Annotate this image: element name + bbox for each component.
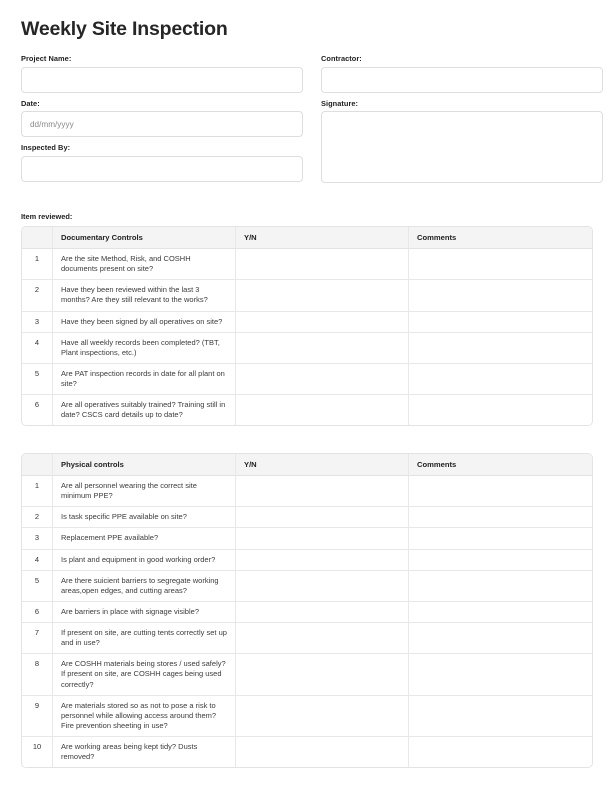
row-number: 3: [22, 528, 53, 549]
table-row: [22, 280, 592, 311]
row-comments-cell[interactable]: [409, 602, 592, 623]
column-header-number: [22, 454, 53, 476]
field-date: [21, 99, 303, 138]
field-signature: [321, 99, 603, 184]
table-row: [22, 623, 592, 654]
row-comments-cell[interactable]: [409, 654, 592, 695]
table-row: [22, 312, 592, 333]
column-header-comments: Comments: [409, 454, 592, 476]
row-number: 9: [22, 696, 53, 737]
row-yn-cell[interactable]: [236, 654, 409, 695]
row-description: Are COSHH materials being stores / used safely? If present on site, are COSHH cages being used correctly?: [53, 654, 236, 695]
row-comments-cell[interactable]: [409, 507, 592, 528]
row-comments-cell[interactable]: [409, 571, 592, 602]
table-header-row: [22, 454, 592, 476]
contractor-input[interactable]: [321, 67, 603, 93]
table-row: [22, 333, 592, 364]
row-comments-cell[interactable]: [409, 249, 592, 280]
row-number: 5: [22, 571, 53, 602]
row-yn-cell[interactable]: [236, 312, 409, 333]
row-number: 2: [22, 507, 53, 528]
row-yn-cell[interactable]: [236, 602, 409, 623]
row-description: Have all weekly records been completed? (TBT, Plant inspections, etc.): [53, 333, 236, 364]
row-comments-cell[interactable]: [409, 312, 592, 333]
row-comments-cell[interactable]: [409, 476, 592, 507]
field-contractor: [321, 54, 603, 93]
row-comments-cell[interactable]: [409, 528, 592, 549]
row-number: 4: [22, 333, 53, 364]
label-date: Date:: [21, 98, 40, 108]
row-yn-cell[interactable]: [236, 550, 409, 571]
row-description: Is task specific PPE available on site?: [53, 507, 236, 528]
row-comments-cell[interactable]: [409, 364, 592, 395]
row-yn-cell[interactable]: [236, 696, 409, 737]
row-number: 4: [22, 550, 53, 571]
page-title: Weekly Site Inspection: [21, 18, 228, 40]
row-description: Are the site Method, Risk, and COSHH documents present on site?: [53, 249, 236, 280]
row-comments-cell[interactable]: [409, 623, 592, 654]
physical-controls-table: [21, 453, 593, 768]
row-yn-cell[interactable]: [236, 249, 409, 280]
row-description: Are all operatives suitably trained? Training still in date? CSCS card details up to date?: [53, 395, 236, 425]
row-yn-cell[interactable]: [236, 280, 409, 311]
row-yn-cell[interactable]: [236, 571, 409, 602]
table-row: [22, 602, 592, 623]
row-number: 3: [22, 312, 53, 333]
row-number: 1: [22, 476, 53, 507]
row-description: Are PAT inspection records in date for all plant on site?: [53, 364, 236, 395]
table-row: [22, 476, 592, 507]
table-row: [22, 395, 592, 425]
row-number: 6: [22, 395, 53, 425]
field-inspected-by: [21, 143, 303, 182]
label-signature: Signature:: [321, 98, 359, 108]
row-comments-cell[interactable]: [409, 395, 592, 425]
row-description: Have they been signed by all operatives on site?: [53, 312, 236, 333]
field-project-name: [21, 54, 303, 93]
row-comments-cell[interactable]: [409, 696, 592, 737]
row-number: 2: [22, 280, 53, 311]
row-comments-cell[interactable]: [409, 737, 592, 767]
row-yn-cell[interactable]: [236, 507, 409, 528]
label-project-name: Project Name:: [21, 54, 72, 63]
row-number: 8: [22, 654, 53, 695]
form-column-left: [21, 54, 303, 189]
row-description: Are barriers in place with signage visible?: [53, 602, 236, 623]
column-header-comments: Comments: [409, 227, 592, 249]
row-description: Is plant and equipment in good working order?: [53, 550, 236, 571]
row-description: Are all personnel wearing the correct site minimum PPE?: [53, 476, 236, 507]
row-yn-cell[interactable]: [236, 395, 409, 425]
row-description: Replacement PPE available?: [53, 528, 236, 549]
table-row: [22, 737, 592, 767]
table-row: [22, 696, 592, 737]
row-comments-cell[interactable]: [409, 333, 592, 364]
header-form-area: [21, 54, 591, 189]
row-number: 5: [22, 364, 53, 395]
table-row: [22, 249, 592, 280]
item-reviewed-label: Item reviewed:: [21, 212, 73, 221]
form-column-right: [321, 54, 603, 189]
table-row: [22, 528, 592, 549]
date-input[interactable]: [21, 111, 303, 137]
column-header-yn: Y/N: [236, 454, 409, 476]
row-yn-cell[interactable]: [236, 333, 409, 364]
table-row: [22, 571, 592, 602]
row-yn-cell[interactable]: [236, 476, 409, 507]
column-header-category: Physical controls: [53, 454, 236, 476]
row-description: Have they been reviewed within the last 3 months? Are they still relevant to the works?: [53, 280, 236, 311]
row-description: Are there suicient barriers to segregate working areas,open edges, and cutting areas?: [53, 571, 236, 602]
table-row: [22, 507, 592, 528]
row-yn-cell[interactable]: [236, 528, 409, 549]
column-header-number: [22, 227, 53, 249]
column-header-yn: Y/N: [236, 227, 409, 249]
table-row: [22, 550, 592, 571]
project-name-input[interactable]: [21, 67, 303, 93]
inspected-by-input[interactable]: [21, 156, 303, 182]
row-number: 7: [22, 623, 53, 654]
label-contractor: Contractor:: [321, 54, 362, 63]
row-yn-cell[interactable]: [236, 364, 409, 395]
column-header-category: Documentary Controls: [53, 227, 236, 249]
label-inspected-by: Inspected By:: [21, 143, 71, 152]
table-header-row: [22, 227, 592, 249]
row-comments-cell[interactable]: [409, 550, 592, 571]
signature-input[interactable]: [321, 111, 603, 183]
row-description: Are materials stored so as not to pose a risk to personnel while allowing access around them? Fire prevention sheeting in use?: [53, 696, 236, 737]
row-yn-cell[interactable]: [236, 737, 409, 767]
table-row: [22, 654, 592, 695]
row-number: 1: [22, 249, 53, 280]
row-yn-cell[interactable]: [236, 623, 409, 654]
row-description: Are working areas being kept tidy? Dusts removed?: [53, 737, 236, 767]
documentary-controls-table: [21, 226, 593, 426]
row-number: 6: [22, 602, 53, 623]
row-description: If present on site, are cutting tents correctly set up and in use?: [53, 623, 236, 654]
row-number: 10: [22, 737, 53, 767]
table-row: [22, 364, 592, 395]
row-comments-cell[interactable]: [409, 280, 592, 311]
